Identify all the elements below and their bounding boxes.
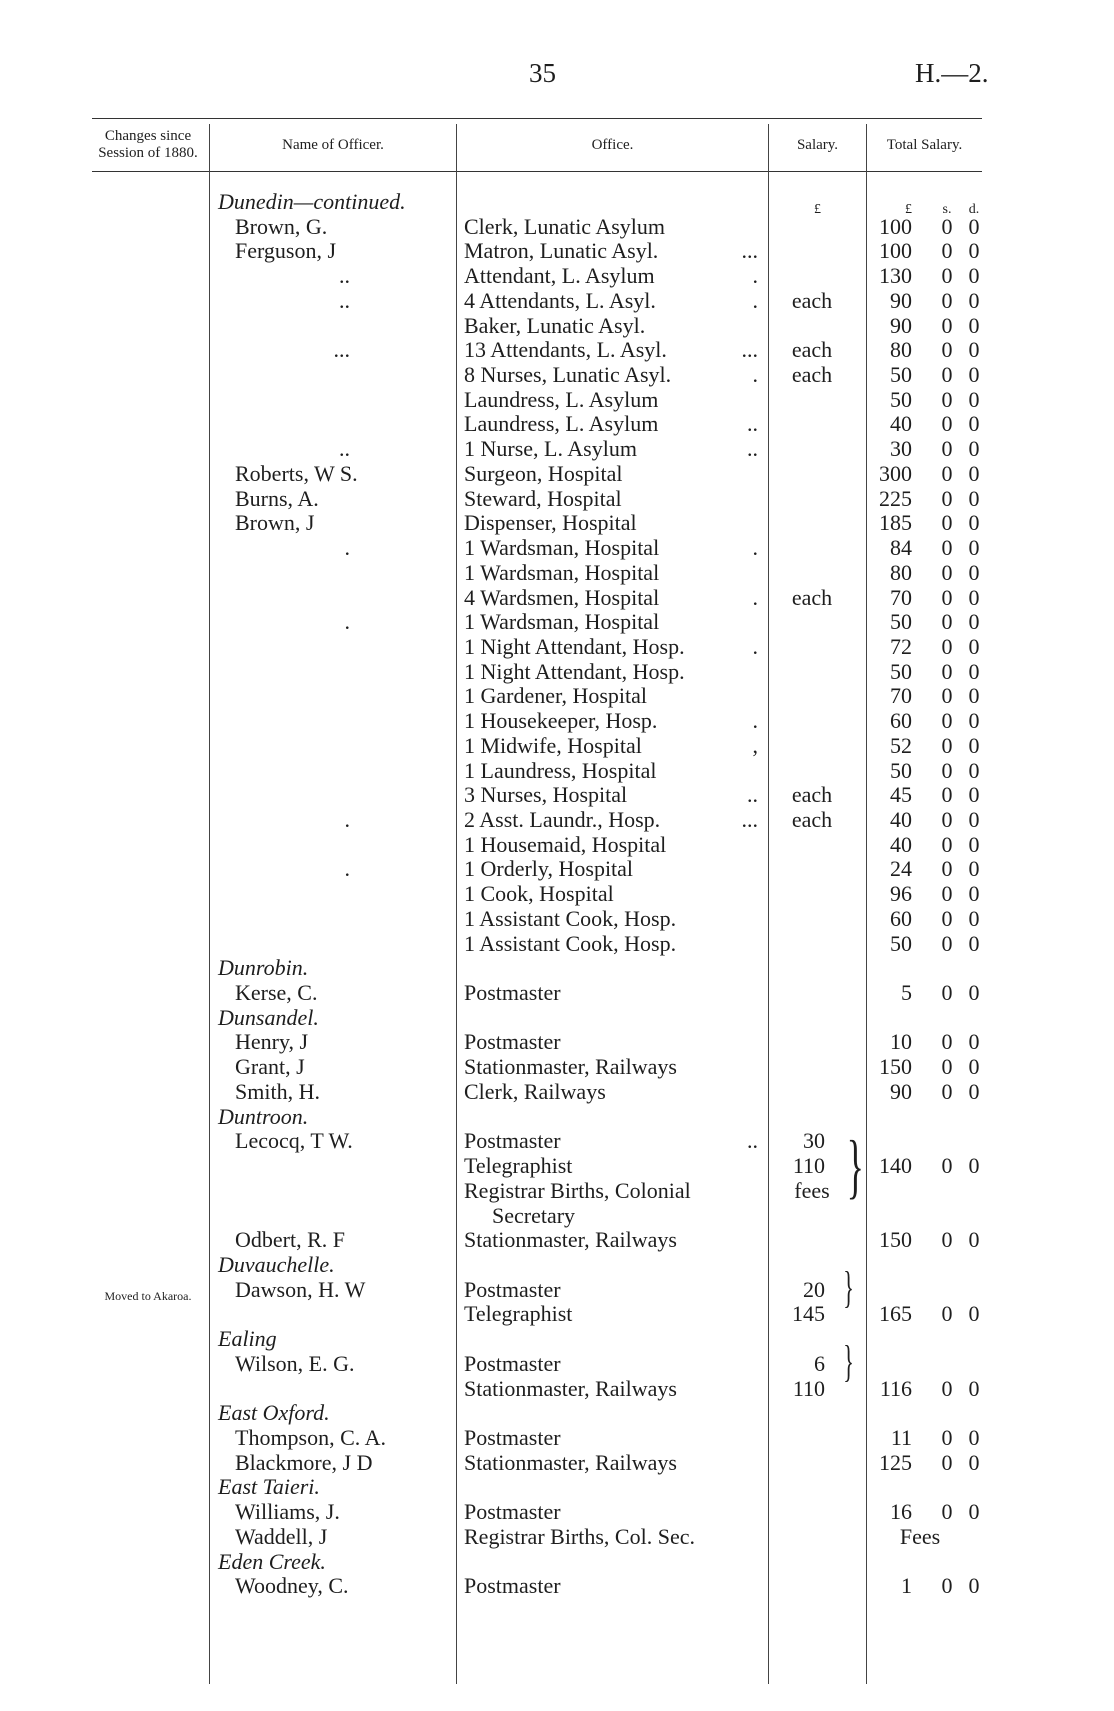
office-title: 1 Night Attendant, Hosp. (464, 659, 685, 684)
leader-dots: .. (339, 288, 350, 313)
total-pounds: 70 (890, 683, 912, 708)
office-title: Attendant, L. Asylum (464, 263, 655, 288)
officer-name: Wilson, E. G. (235, 1351, 355, 1376)
total-pounds: 50 (890, 609, 912, 634)
header-salary: Salary. (796, 137, 839, 153)
total-shillings: 0 (941, 1153, 953, 1178)
officer-name: Kerse, C. (235, 980, 318, 1005)
total-pounds: 5 (901, 980, 912, 1005)
total-pence: 0 (968, 807, 980, 832)
brace-right-ealing: } (843, 1337, 854, 1386)
salary-note: each (791, 782, 833, 807)
total-pounds: 225 (879, 486, 912, 511)
total-pounds: 50 (890, 659, 912, 684)
office-title: 1 Housemaid, Hospital (464, 832, 667, 857)
total-shillings: 0 (941, 708, 953, 733)
total-shillings: 0 (941, 238, 953, 263)
officer-name: Brown, G. (235, 214, 328, 239)
total-shillings: 0 (941, 1450, 953, 1475)
office-title: Stationmaster, Railways (464, 1450, 677, 1475)
office-title: Stationmaster, Railways (464, 1227, 677, 1252)
total-pounds: 80 (890, 560, 912, 585)
total-shillings: 0 (941, 1499, 953, 1524)
total-shillings: 0 (941, 362, 953, 387)
place-heading: Dunedin—continued. (218, 189, 406, 214)
total-pounds: 165 (879, 1301, 912, 1326)
brace-right-duvauchelle: } (843, 1263, 854, 1312)
total-pence: 0 (968, 486, 980, 511)
office-title: 4 Attendants, L. Asyl. (464, 288, 656, 313)
leader-dots: . (752, 708, 758, 733)
total-shillings: 0 (941, 585, 953, 610)
total-pence: 0 (968, 980, 980, 1005)
office-title: Baker, Lunatic Asyl. (464, 313, 646, 338)
total-pence: 0 (968, 1450, 980, 1475)
total-pence: 0 (968, 313, 980, 338)
total-shillings: 0 (941, 683, 953, 708)
column-divider (209, 124, 210, 1684)
officer-name: Waddell, J (235, 1524, 328, 1549)
total-pounds: 150 (879, 1054, 912, 1079)
total-pence: 0 (968, 1227, 980, 1252)
total-pounds: 10 (890, 1029, 912, 1054)
total-pence: 0 (968, 1573, 980, 1598)
place-heading: East Oxford. (218, 1400, 330, 1425)
total-shillings: 0 (941, 288, 953, 313)
unit-shillings: s. (942, 202, 952, 217)
total-pence: 0 (968, 1499, 980, 1524)
salary-amount: 110 (792, 1153, 825, 1178)
total-pence: 0 (968, 782, 980, 807)
column-divider (456, 124, 457, 1684)
total-pence: 0 (968, 1153, 980, 1178)
office-title: Registrar Births, Col. Sec. (464, 1524, 695, 1549)
office-title: Telegraphist (464, 1301, 573, 1326)
office-title: 1 Wardsman, Hospital (464, 535, 660, 560)
total-pounds: 90 (890, 1079, 912, 1104)
total-pence: 0 (968, 214, 980, 239)
total-shillings: 0 (941, 733, 953, 758)
header-name: Name of Officer. (282, 137, 384, 153)
leader-dots: . (752, 634, 758, 659)
total-pounds: 80 (890, 337, 912, 362)
salary-amount: 30 (803, 1128, 825, 1153)
total-pence: 0 (968, 510, 980, 535)
salary-amount: 145 (792, 1301, 825, 1326)
leader-dots: . (344, 856, 350, 881)
total-shillings: 0 (941, 980, 953, 1005)
officer-name: Odbert, R. F (235, 1227, 345, 1252)
office-title: Laundress, L. Asylum (464, 387, 659, 412)
total-pounds: 130 (879, 263, 912, 288)
officer-name: Williams, J. (235, 1499, 340, 1524)
total-pence: 0 (968, 931, 980, 956)
header-changes: Changes since Session of 1880. (98, 128, 198, 161)
leader-dots: .. (747, 782, 758, 807)
office-title: 1 Laundress, Hospital (464, 758, 657, 783)
officer-name: Brown, J (235, 510, 315, 535)
total-pounds: 45 (890, 782, 912, 807)
total-pounds: 40 (890, 832, 912, 857)
page-reference: H.—2. (915, 58, 989, 88)
total-pence: 0 (968, 906, 980, 931)
total-pounds: 150 (879, 1227, 912, 1252)
leader-dots: . (344, 807, 350, 832)
total-pounds: 300 (879, 461, 912, 486)
office-title: Postmaster (464, 1425, 561, 1450)
total-shillings: 0 (941, 881, 953, 906)
officer-name: Grant, J (235, 1054, 305, 1079)
salary-note: each (791, 585, 833, 610)
office-title: Postmaster (464, 1029, 561, 1054)
total-pence: 0 (968, 1425, 980, 1450)
office-title: Laundress, L. Asylum (464, 411, 659, 436)
officer-name: Lecocq, T W. (235, 1128, 353, 1153)
leader-dots: ... (333, 337, 350, 362)
total-pence: 0 (968, 634, 980, 659)
total-pounds: 50 (890, 362, 912, 387)
salary-note: each (791, 807, 833, 832)
total-pounds: 1 (901, 1573, 912, 1598)
total-shillings: 0 (941, 1573, 953, 1598)
salary-note: each (791, 362, 833, 387)
total-shillings: 0 (941, 758, 953, 783)
total-shillings: 0 (941, 659, 953, 684)
office-title: 1 Gardener, Hospital (464, 683, 648, 708)
change-note: Moved to Akaroa. (104, 1289, 192, 1303)
total-pounds: 60 (890, 708, 912, 733)
office-title: 13 Attendants, L. Asyl. (464, 337, 667, 362)
total-shillings: 0 (941, 1227, 953, 1252)
leader-dots: . (752, 288, 758, 313)
total-pounds: 40 (890, 411, 912, 436)
total-pounds: 84 (890, 535, 912, 560)
total-pounds: 11 (890, 1425, 912, 1450)
total-pence: 0 (968, 881, 980, 906)
total-shillings: 0 (941, 906, 953, 931)
officer-name: Burns, A. (235, 486, 319, 511)
total-shillings: 0 (941, 807, 953, 832)
total-pence: 0 (968, 1079, 980, 1104)
leader-dots: ... (741, 238, 758, 263)
unit-salary-pound: £ (814, 202, 821, 217)
salary-note: each (791, 337, 833, 362)
office-title: Dispenser, Hospital (464, 510, 637, 535)
total-pence: 0 (968, 585, 980, 610)
office-title: 8 Nurses, Lunatic Asyl. (464, 362, 672, 387)
total-pounds: 100 (879, 214, 912, 239)
header-top-rule (92, 118, 982, 119)
officer-name: Blackmore, J D (235, 1450, 373, 1475)
leader-dots: .. (339, 436, 350, 461)
total-shillings: 0 (941, 387, 953, 412)
total-pounds: 96 (890, 881, 912, 906)
total-pence: 0 (968, 1054, 980, 1079)
total-shillings: 0 (941, 1054, 953, 1079)
total-pence: 0 (968, 337, 980, 362)
salary-amount: 6 (814, 1351, 825, 1376)
leader-dots: . (752, 535, 758, 560)
total-pounds: 24 (890, 856, 912, 881)
office-title: Clerk, Railways (464, 1079, 606, 1104)
office-title: 1 Assistant Cook, Hosp. (464, 931, 677, 956)
brace-right-duntroon: } (846, 1126, 864, 1206)
total-pence: 0 (968, 1376, 980, 1401)
office-title: Matron, Lunatic Asyl. (464, 238, 659, 263)
office-title: Telegraphist (464, 1153, 573, 1178)
total-shillings: 0 (941, 1425, 953, 1450)
office-title: 1 Wardsman, Hospital (464, 609, 660, 634)
total-shillings: 0 (941, 411, 953, 436)
header-office: Office. (591, 137, 634, 153)
officer-name: Smith, H. (235, 1079, 320, 1104)
salary-note: fees (794, 1178, 830, 1203)
salary-note: each (791, 288, 833, 313)
total-pounds: 50 (890, 758, 912, 783)
total-pence: 0 (968, 832, 980, 857)
leader-dots: .. (339, 263, 350, 288)
leader-dots: , (752, 733, 758, 758)
total-shillings: 0 (941, 1376, 953, 1401)
total-pounds: 185 (879, 510, 912, 535)
total-pounds: 50 (890, 931, 912, 956)
total-pounds: 116 (879, 1376, 912, 1401)
office-title: 2 Asst. Laundr., Hosp. (464, 807, 661, 832)
office-title: Postmaster (464, 1351, 561, 1376)
total-shillings: 0 (941, 1301, 953, 1326)
place-heading: Eden Creek. (218, 1549, 326, 1574)
total-pence: 0 (968, 288, 980, 313)
leader-dots: . (344, 609, 350, 634)
salary-amount: 20 (803, 1277, 825, 1302)
total-pence: 0 (968, 436, 980, 461)
total-pounds: 40 (890, 807, 912, 832)
office-title: Stationmaster, Railways (464, 1376, 677, 1401)
total-pounds: 125 (879, 1450, 912, 1475)
total-pounds: 60 (890, 906, 912, 931)
leader-dots: . (344, 535, 350, 560)
total-pence: 0 (968, 609, 980, 634)
office-title: Steward, Hospital (464, 486, 622, 511)
total-shillings: 0 (941, 436, 953, 461)
total-pounds: 72 (890, 634, 912, 659)
total-pence: 0 (968, 411, 980, 436)
unit-pounds: £ (905, 202, 912, 217)
page-number: 35 (529, 58, 556, 88)
total-pence: 0 (968, 659, 980, 684)
total-pence: 0 (968, 733, 980, 758)
total-fees: Fees (899, 1524, 941, 1549)
place-heading: Duvauchelle. (218, 1252, 335, 1277)
total-pence: 0 (968, 856, 980, 881)
total-shillings: 0 (941, 832, 953, 857)
office-title: 1 Night Attendant, Hosp. (464, 634, 685, 659)
total-shillings: 0 (941, 1079, 953, 1104)
office-title: 1 Orderly, Hospital (464, 856, 634, 881)
office-title: 1 Assistant Cook, Hosp. (464, 906, 677, 931)
total-shillings: 0 (941, 337, 953, 362)
office-title: Postmaster (464, 1277, 561, 1302)
total-shillings: 0 (941, 560, 953, 585)
total-pounds: 50 (890, 387, 912, 412)
total-shillings: 0 (941, 510, 953, 535)
leader-dots: . (752, 362, 758, 387)
officer-name: Woodney, C. (235, 1573, 349, 1598)
total-shillings: 0 (941, 634, 953, 659)
office-title: Postmaster (464, 980, 561, 1005)
office-title: 4 Wardsmen, Hospital (464, 585, 660, 610)
office-title: Postmaster (464, 1573, 561, 1598)
total-pence: 0 (968, 560, 980, 585)
place-heading: Duntroon. (218, 1104, 309, 1129)
leader-dots: .. (747, 411, 758, 436)
office-title: 1 Housekeeper, Hosp. (464, 708, 658, 733)
total-shillings: 0 (941, 263, 953, 288)
leader-dots: ... (741, 337, 758, 362)
place-heading: East Taieri. (218, 1474, 320, 1499)
place-heading: Ealing (218, 1326, 277, 1351)
total-pounds: 100 (879, 238, 912, 263)
total-pounds: 70 (890, 585, 912, 610)
place-heading: Dunrobin. (218, 955, 309, 980)
total-pounds: 16 (890, 1499, 912, 1524)
leader-dots: . (752, 585, 758, 610)
total-pence: 0 (968, 362, 980, 387)
total-pence: 0 (968, 461, 980, 486)
office-title: Postmaster (464, 1128, 561, 1153)
total-shillings: 0 (941, 486, 953, 511)
place-heading: Dunsandel. (218, 1005, 319, 1030)
officer-name: Ferguson, J (235, 238, 337, 263)
total-shillings: 0 (941, 461, 953, 486)
total-shillings: 0 (941, 782, 953, 807)
office-title: 1 Cook, Hospital (464, 881, 614, 906)
office-title: Surgeon, Hospital (464, 461, 623, 486)
total-pounds: 90 (890, 313, 912, 338)
office-title: Registrar Births, Colonial (464, 1178, 691, 1203)
total-shillings: 0 (941, 1029, 953, 1054)
total-pounds: 140 (879, 1153, 912, 1178)
total-pounds: 30 (890, 436, 912, 461)
leader-dots: .. (747, 436, 758, 461)
total-shillings: 0 (941, 313, 953, 338)
total-pence: 0 (968, 708, 980, 733)
total-pence: 0 (968, 238, 980, 263)
officer-name: Dawson, H. W (235, 1277, 366, 1302)
total-pence: 0 (968, 1301, 980, 1326)
office-title: Postmaster (464, 1499, 561, 1524)
leader-dots: . (752, 263, 758, 288)
unit-pence: d. (968, 202, 980, 217)
office-title: Stationmaster, Railways (464, 1054, 677, 1079)
officer-name: Henry, J (235, 1029, 309, 1054)
total-pence: 0 (968, 683, 980, 708)
total-shillings: 0 (941, 931, 953, 956)
total-shillings: 0 (941, 856, 953, 881)
officer-name: Thompson, C. A. (235, 1425, 386, 1450)
total-shillings: 0 (941, 535, 953, 560)
total-pence: 0 (968, 758, 980, 783)
total-pence: 0 (968, 535, 980, 560)
salary-amount: 110 (792, 1376, 825, 1401)
office-title: Clerk, Lunatic Asylum (464, 214, 666, 239)
leader-dots: .. (747, 1128, 758, 1153)
office-title: Secretary (492, 1203, 576, 1228)
office-title: 1 Nurse, L. Asylum (464, 436, 637, 461)
header-total: Total Salary. (886, 137, 963, 153)
officer-name: Roberts, W S. (235, 461, 358, 486)
total-shillings: 0 (941, 609, 953, 634)
office-title: 1 Wardsman, Hospital (464, 560, 660, 585)
header-bottom-rule (92, 171, 982, 172)
total-pence: 0 (968, 1029, 980, 1054)
leader-dots: ... (741, 807, 758, 832)
office-title: 1 Midwife, Hospital (464, 733, 642, 758)
total-pounds: 90 (890, 288, 912, 313)
total-pence: 0 (968, 263, 980, 288)
office-title: 3 Nurses, Hospital (464, 782, 628, 807)
total-pounds: 52 (890, 733, 912, 758)
total-shillings: 0 (941, 214, 953, 239)
total-pence: 0 (968, 387, 980, 412)
